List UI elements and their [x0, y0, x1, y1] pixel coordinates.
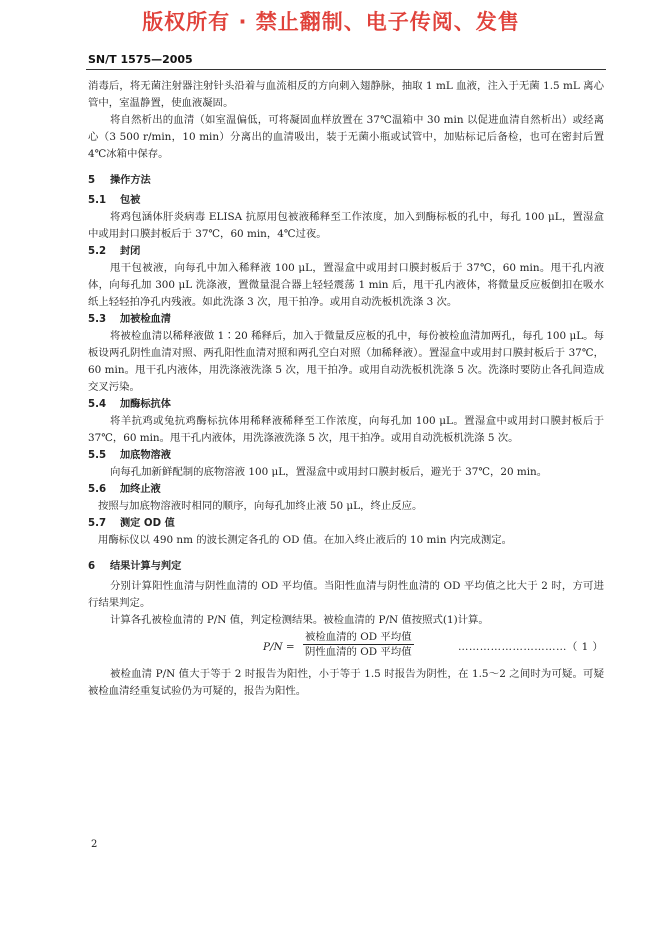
subsection-number: 5.5 — [88, 450, 107, 461]
standard-code: SN/T 1575—2005 — [88, 53, 193, 66]
subsection-title: 加终止液 — [120, 484, 161, 495]
subsection-heading — [88, 192, 604, 209]
subsection-heading — [88, 311, 604, 328]
subsection-heading — [88, 481, 604, 498]
section-5-heading — [88, 172, 604, 189]
subsection-text: 将鸡包涵体肝炎病毒 ELISA 抗原用包被液稀释至工作浓度，加入到酶标板的孔中，每孔 100 μL，置湿盒中或用封口膜封板后于 37℃，60 min，4℃过夜。 — [88, 211, 604, 240]
copyright-watermark: 版权所有 · 禁止翻制、电子传阅、发售 — [142, 10, 520, 34]
subsection-heading — [88, 243, 604, 260]
formula-denominator: 阴性血清的 OD 平均值 — [305, 646, 412, 658]
subsection-heading — [88, 447, 604, 464]
subsection-title: 加酶标抗体 — [120, 399, 171, 410]
subsection-number: 5.3 — [88, 314, 107, 325]
subsection-text: 向每孔加新鲜配制的底物溶液 100 μL，置湿盒中或用封口膜封板后，避光于 37℃，20 min。 — [110, 466, 548, 478]
subsection-text: 用酶标仪以 490 nm 的波长测定各孔的 OD 值。在加入终止液后的 10 min 内完成测定。 — [98, 534, 513, 546]
subsection-title: 包被 — [120, 195, 141, 206]
subsection-number: 5.7 — [88, 518, 107, 529]
subsection-heading — [88, 396, 604, 413]
subsection-text: 按照与加底物溶液时相同的顺序，向每孔加终止液 50 μL，终止反应。 — [98, 500, 423, 512]
result-paragraph-2: 计算各孔被检血清的 P/N 值，判定检测结果。被检血清的 P/N 值按照式(1)计算。 — [110, 614, 489, 626]
formula-fraction — [303, 630, 414, 659]
section-6-heading — [88, 558, 604, 575]
page-number: 2 — [91, 839, 98, 850]
subsection-title: 加被检血清 — [120, 314, 171, 325]
document-body — [88, 78, 604, 700]
subsection-number: 5.2 — [88, 246, 107, 257]
result-paragraph-1: 分别计算阳性血清与阴性血清的 OD 平均值。当阳性血清与阴性血清的 OD 平均值之比大于 2 时，方可进行结果判定。 — [88, 580, 604, 609]
subsection-text: 将被检血清以稀释液做 1∶20 稀释后，加入于微量反应板的孔中，每份被检血清加两孔，每孔 100 μL。每板设两孔阴性血清对照、两孔阳性血清对照和两孔空白对照（加稀释液）。置湿盒中或用封口膜封板后于 37℃，60 min。甩干孔内液体，用洗涤液洗涤 5 次，甩干拍净。或用自动洗板机洗涤 5 次。洗涤时要防止各孔间造成交叉污染。 — [88, 330, 604, 393]
subsection-text: 甩干包被液，向每孔中加入稀释液 100 μL，置湿盒中或用封口膜封板后于 37℃，60 min。甩干孔内液体，向每孔加 300 μL 洗涤液，置微量混合器上轻轻震荡 1 min 后，甩干孔内液体，将微量反应板倒扣在吸水纸上轻轻拍净孔内残液。如此洗涤 3 次，甩干拍净。或用自动洗板机洗涤 3 次。 — [88, 262, 604, 308]
section-title: 操作方法 — [110, 175, 151, 186]
formula-equation-number: …………………………（ 1 ） — [458, 641, 604, 653]
subsection-title: 测定 OD 值 — [120, 518, 175, 529]
result-paragraph-3: 被检血清 P/N 值大于等于 2 时报告为阳性，小于等于 1.5 时报告为阴性，在 1.5～2 之间时为可疑。可疑被检血清经重复试验仍为可疑的，报告为阳性。 — [88, 668, 604, 697]
subsection-title: 封闭 — [120, 246, 141, 257]
intro-paragraph-1: 消毒后，将无菌注射器注射针头沿着与血流相反的方向刺入翅静脉，抽取 1 mL 血液，注入于无菌 1.5 mL 离心管中，室温静置，使血液凝固。 — [88, 80, 604, 109]
header-divider — [86, 69, 606, 70]
subsection-number: 5.4 — [88, 399, 107, 410]
subsection-heading — [88, 515, 604, 532]
subsection-number: 5.6 — [88, 484, 107, 495]
formula-lhs: P/N = — [263, 641, 295, 653]
section-number: 6 — [88, 561, 96, 572]
formula-numerator: 被检血清的 OD 平均值 — [305, 631, 412, 643]
subsection-text: 将羊抗鸡或兔抗鸡酶标抗体用稀释液稀释至工作浓度，向每孔加 100 μL。置湿盒中或用封口膜封板后于 37℃，60 min。甩干孔内液体，用洗涤液洗涤 5 次，甩干拍净。或用自动洗板机洗涤 5 次。 — [88, 415, 604, 444]
section-title: 结果计算与判定 — [110, 561, 182, 572]
intro-paragraph-2: 将自然析出的血清（如室温偏低，可将凝固血样放置在 37℃温箱中 30 min 以促进血清自然析出）或经离心（3 500 r/min，10 min）分离出的血清吸出，装于无菌小瓶或试管中，加贴标记后备检，也可在密封后置 4℃冰箱中保存。 — [88, 114, 604, 160]
subsection-number: 5.1 — [88, 195, 107, 206]
section-number: 5 — [88, 175, 96, 186]
subsection-title: 加底物溶液 — [120, 450, 171, 461]
pn-formula — [88, 630, 604, 664]
